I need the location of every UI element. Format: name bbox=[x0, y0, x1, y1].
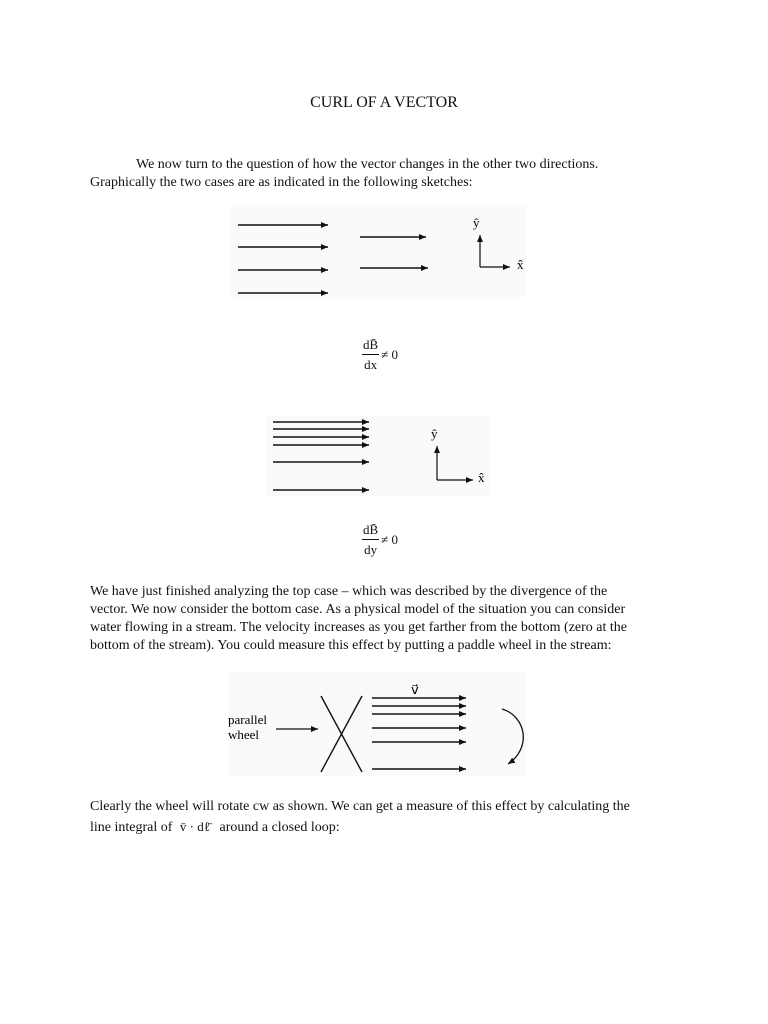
wheel-label-line-1: parallel bbox=[228, 712, 267, 727]
body-line-3: water flowing in a stream. The velocity increases as you get farther from the bottom (zero at the bbox=[90, 620, 627, 635]
y-axis-label: ŷ bbox=[473, 215, 480, 230]
figure-background bbox=[230, 205, 526, 297]
wheel-label-line-2: wheel bbox=[228, 727, 260, 742]
x-axis-label: x̂ bbox=[478, 470, 485, 485]
equation-dx bbox=[362, 337, 398, 373]
body-line-4: bottom of the stream). You could measure this effect by putting a paddle wheel in the stream: bbox=[90, 638, 612, 653]
closing-line-2 bbox=[90, 817, 690, 838]
eq2-denominator: dy bbox=[364, 542, 378, 557]
intro-line-1: We now turn to the question of how the vector changes in the other two directions. bbox=[136, 157, 599, 172]
y-axis-label: ŷ bbox=[431, 426, 438, 441]
eq1-relation: ≠ 0 bbox=[381, 347, 399, 362]
body-paragraph bbox=[90, 583, 690, 655]
eq1-numerator: dB̄ bbox=[362, 337, 379, 355]
closing-text-after: around a closed loop: bbox=[219, 820, 340, 835]
velocity-vector-label: v⃗ bbox=[411, 682, 419, 697]
body-line-2: vector. We now consider the bottom case. As a physical model of the situation you can consider bbox=[90, 602, 626, 617]
intro-line-2: Graphically the two cases are as indicated in the following sketches: bbox=[90, 175, 473, 190]
eq2-relation: ≠ 0 bbox=[381, 532, 399, 547]
equation-dy bbox=[362, 522, 398, 558]
page-title: CURL OF A VECTOR bbox=[310, 94, 458, 111]
eq2-numerator: dB̄ bbox=[362, 522, 379, 540]
x-axis-label: x̂ bbox=[517, 257, 524, 272]
intro-paragraph bbox=[90, 156, 690, 192]
figure-background bbox=[265, 416, 491, 496]
figure-dx-sketch bbox=[230, 205, 530, 300]
body-line-1: We have just finished analyzing the top case – which was described by the divergence of the bbox=[90, 584, 608, 599]
figure-paddle-wheel bbox=[226, 672, 528, 778]
closing-paragraph bbox=[90, 797, 690, 838]
closing-text-before: line integral of bbox=[90, 820, 173, 835]
eq1-denominator: dx bbox=[364, 357, 378, 372]
closing-line-1: Clearly the wheel will rotate cw as shown. We can get a measure of this effect by calculating the bbox=[90, 799, 630, 814]
line-integrand: v̄ · dℓ̄ bbox=[179, 819, 210, 834]
figure-background bbox=[228, 672, 526, 776]
figure-dy-sketch bbox=[265, 416, 495, 498]
